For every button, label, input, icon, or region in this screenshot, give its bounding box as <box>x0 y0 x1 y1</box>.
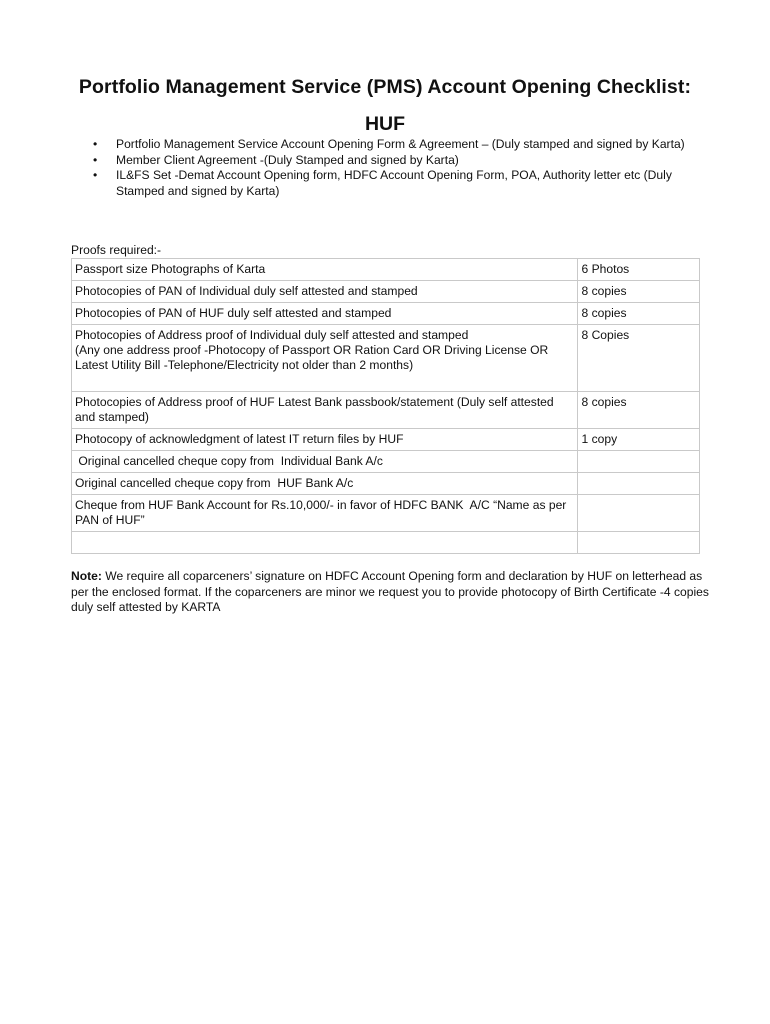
bullet-icon: • <box>93 137 98 151</box>
proof-quantity-cell: 8 Copies <box>578 325 700 392</box>
table-row <box>72 303 700 325</box>
table-row <box>72 281 700 303</box>
bullet-icon: • <box>93 152 98 167</box>
proof-quantity-cell: 1 copy <box>578 429 700 451</box>
proof-quantity-cell: 8 copies <box>578 281 700 303</box>
table-row <box>72 429 700 451</box>
proof-item-cell: Passport size Photographs of Karta <box>72 259 578 281</box>
proof-quantity-cell <box>578 451 700 473</box>
proof-item-cell: Photocopies of PAN of Individual duly self attested and stamped <box>72 281 578 303</box>
proof-item-cell: Photocopies of PAN of HUF duly self attested and stamped <box>72 303 578 325</box>
requirement-text: Portfolio Management Service Account Opening Form & Agreement – (Duly stamped and signed by Karta) <box>116 137 685 151</box>
table-row <box>72 532 700 554</box>
proof-item-cell: Original cancelled cheque copy from Individual Bank A/c <box>72 451 578 473</box>
proofs-table <box>71 258 700 554</box>
proof-quantity-cell <box>578 473 700 495</box>
table-row <box>72 392 700 429</box>
table-row <box>72 451 700 473</box>
proof-quantity-cell <box>578 495 700 532</box>
proof-quantity-cell: 6 Photos <box>578 259 700 281</box>
requirement-item <box>80 153 705 169</box>
note-paragraph <box>71 569 711 616</box>
proof-item-cell: Photocopies of Address proof of HUF Latest Bank passbook/statement (Duly self attested and stamped) <box>72 392 578 429</box>
proof-item-cell: Photocopies of Address proof of Individual duly self attested and stamped (Any one address proof -Photocopy of Passport OR Ration Card OR Driving License OR Latest Utility Bill -Telephone/Electricity not older than 2 months) <box>72 325 578 392</box>
proofs-label: Proofs required:- <box>71 243 162 257</box>
table-row <box>72 473 700 495</box>
table-row <box>72 495 700 532</box>
bullet-icon: • <box>93 168 98 182</box>
requirement-text: Member Client Agreement -(Duly Stamped and signed by Karta) <box>116 152 459 167</box>
proof-item-cell: Photocopy of acknowledgment of latest IT return files by HUF <box>72 429 578 451</box>
note-label: Note: <box>71 569 102 583</box>
document-title: Portfolio Management Service (PMS) Account Opening Checklist: <box>78 76 692 98</box>
table-row <box>72 259 700 281</box>
requirements-list <box>80 137 705 199</box>
proof-quantity-cell: 8 copies <box>578 392 700 429</box>
document-subtitle: HUF <box>364 113 406 135</box>
requirement-text: IL&FS Set -Demat Account Opening form, HDFC Account Opening Form, POA, Authority letter etc (Duly Stamped and signed by Karta) <box>116 168 672 198</box>
note-text: We require all coparceners’ signature on HDFC Account Opening form and declaration by HUF on letterhead as per the enclosed format. If the coparceners are minor we request you to provide photocopy of Birth Certificate -4 copies duly self attested by KARTA <box>71 569 709 614</box>
proof-item-cell: Original cancelled cheque copy from HUF Bank A/c <box>72 473 578 495</box>
table-row <box>72 325 700 392</box>
proof-item-cell <box>72 532 578 554</box>
proof-quantity-cell <box>578 532 700 554</box>
proof-quantity-cell: 8 copies <box>578 303 700 325</box>
requirement-item <box>80 168 705 199</box>
requirement-item <box>80 137 705 153</box>
proof-item-cell: Cheque from HUF Bank Account for Rs.10,000/- in favor of HDFC BANK A/C “Name as per PAN of HUF” <box>72 495 578 532</box>
